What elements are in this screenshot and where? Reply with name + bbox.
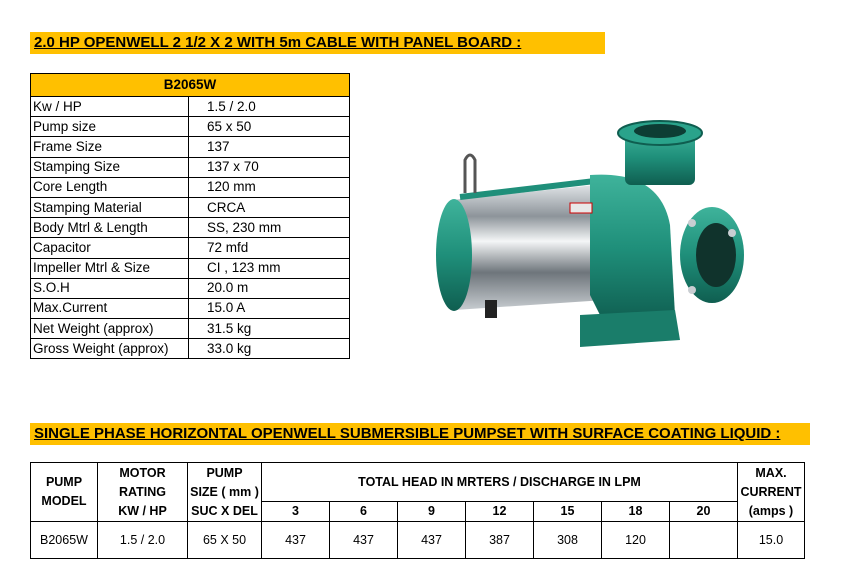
spec-key: Kw / HP [31, 97, 189, 117]
cell-rating: 1.5 / 2.0 [98, 522, 188, 559]
header-max-current [738, 463, 805, 522]
spec-key: Stamping Material [31, 197, 189, 217]
spec-key: Core Length [31, 177, 189, 197]
spec-value: 65 x 50 [189, 117, 350, 137]
cell-size: 65 X 50 [188, 522, 262, 559]
header-line: RATING [119, 484, 166, 499]
spec-value: CI , 123 mm [189, 258, 350, 278]
spec-key: Body Mtrl & Length [31, 218, 189, 238]
header-total-head: TOTAL HEAD IN MRTERS / DISCHARGE IN LPM [262, 463, 738, 502]
spec-row [31, 258, 350, 278]
head-value: 12 [466, 502, 534, 522]
cell-discharge [670, 522, 738, 559]
spec-row [31, 218, 350, 238]
spec-value: 137 x 70 [189, 157, 350, 177]
head-value: 3 [262, 502, 330, 522]
head-value: 18 [602, 502, 670, 522]
spec-key: Max.Current [31, 298, 189, 318]
heading-banner-bottom: SINGLE PHASE HORIZONTAL OPENWELL SUBMERSIBLE PUMPSET WITH SURFACE COATING LIQUID : [30, 423, 810, 445]
spec-row [31, 238, 350, 258]
spec-value: CRCA [189, 197, 350, 217]
header-line: (amps ) [748, 503, 794, 518]
header-pump-size [188, 463, 262, 522]
spec-value: 31.5 kg [189, 319, 350, 339]
cell-discharge: 437 [398, 522, 466, 559]
spec-key: Pump size [31, 117, 189, 137]
head-value: 20 [670, 502, 738, 522]
spec-key: Frame Size [31, 137, 189, 157]
cell-discharge: 437 [330, 522, 398, 559]
cell-discharge: 120 [602, 522, 670, 559]
cell-model: B2065W [31, 522, 98, 559]
spec-value: SS, 230 mm [189, 218, 350, 238]
head-value: 9 [398, 502, 466, 522]
header-line: SIZE ( mm ) [190, 484, 259, 499]
table-row [31, 522, 805, 559]
spec-row [31, 117, 350, 137]
spec-key: Impeller Mtrl & Size [31, 258, 189, 278]
performance-table [30, 462, 805, 559]
header-line: MAX. [755, 465, 787, 480]
spec-value: 137 [189, 137, 350, 157]
spec-key: Capacitor [31, 238, 189, 258]
spec-key: Net Weight (approx) [31, 319, 189, 339]
header-line: PUMP [206, 465, 243, 480]
cell-discharge: 387 [466, 522, 534, 559]
spec-value: 33.0 kg [189, 339, 350, 359]
spec-row [31, 339, 350, 359]
spec-key: Stamping Size [31, 157, 189, 177]
header-line: SUC X DEL [191, 503, 258, 518]
heading-banner-top: 2.0 HP OPENWELL 2 1/2 X 2 WITH 5m CABLE WITH PANEL BOARD : [30, 32, 605, 54]
spec-row [31, 177, 350, 197]
spec-value: 15.0 A [189, 298, 350, 318]
spec-row [31, 97, 350, 117]
spec-row [31, 298, 350, 318]
header-motor-rating [98, 463, 188, 522]
head-value: 6 [330, 502, 398, 522]
header-line: MOTOR [119, 465, 166, 480]
spec-table [30, 73, 350, 359]
spec-key: Gross Weight (approx) [31, 339, 189, 359]
spec-row [31, 137, 350, 157]
header-line: PUMP [45, 475, 83, 489]
header-line: MODEL [41, 494, 87, 508]
spec-row [31, 157, 350, 177]
cell-current: 15.0 [738, 522, 805, 559]
header-line: CURRENT [740, 484, 802, 499]
spec-model-header: B2065W [31, 74, 350, 97]
cell-discharge: 308 [534, 522, 602, 559]
spec-row [31, 278, 350, 298]
header-line: KW / HP [118, 503, 167, 518]
head-value: 15 [534, 502, 602, 522]
spec-value: 1.5 / 2.0 [189, 97, 350, 117]
pump-image [430, 115, 750, 365]
spec-row [31, 197, 350, 217]
cell-discharge: 437 [262, 522, 330, 559]
header-pump-model [31, 463, 98, 522]
spec-value: 120 mm [189, 177, 350, 197]
spec-value: 72 mfd [189, 238, 350, 258]
spec-key: S.O.H [31, 278, 189, 298]
spec-row [31, 319, 350, 339]
spec-value: 20.0 m [189, 278, 350, 298]
